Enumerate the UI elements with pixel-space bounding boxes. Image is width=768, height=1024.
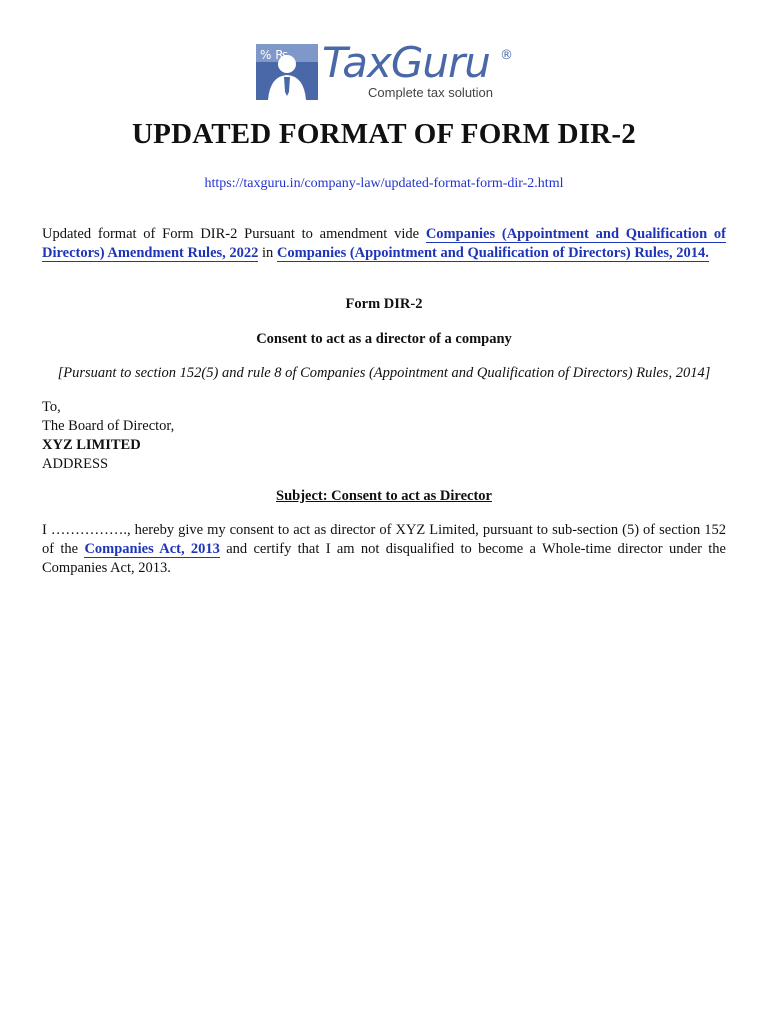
source-url-link[interactable]: https://taxguru.in/company-law/updated-format-form-dir-2.html [204, 176, 564, 191]
rules-2014-link[interactable]: Companies (Appointment and Qualification of Directors) Rules, 2014. [276, 245, 709, 261]
consent-heading: Consent to act as a director of a company [256, 331, 512, 347]
logo-tagline: Complete tax solution [368, 85, 494, 100]
logo-badge-symbols: % ₨ [260, 48, 289, 62]
taxguru-logo[interactable] [256, 38, 518, 102]
intro-text-1: Updated format of Form DIR-2 Pursuant to amendment vide [42, 226, 426, 242]
form-name-heading: Form DIR-2 [345, 296, 423, 312]
address-board: The Board of Director, [42, 418, 175, 434]
logo-badge-icon [256, 44, 318, 100]
intro-paragraph [42, 225, 726, 263]
amendment-rules-link[interactable]: Companies (Appointment and Qualification of Directors) Amendment Rules, 2022 [42, 226, 726, 261]
subject-line: Subject: Consent to act as Director [276, 488, 492, 504]
address-to: To, [42, 399, 61, 415]
document-title: UPDATED FORMAT OF FORM DIR-2 [132, 118, 636, 150]
address-line: ADDRESS [42, 456, 109, 472]
intro-text-2: in [258, 245, 277, 261]
address-company: XYZ LIMITED [42, 437, 141, 453]
body-text-2: and certify that I am not disqualified to become a Whole-time director under the Companies Act, 2013. [42, 541, 726, 576]
registered-mark: ® [500, 48, 513, 63]
companies-act-link[interactable]: Companies Act, 2013 [84, 541, 220, 557]
body-text-1: I ……………., hereby give my consent to act as director of XYZ Limited, pursuant to sub-section (5) of section 152 of the [42, 522, 726, 557]
address-block [42, 398, 174, 474]
logo-wordmark: TaxGuru [322, 38, 490, 87]
consent-body-paragraph [42, 521, 726, 578]
pursuant-line: [Pursuant to section 152(5) and rule 8 of Companies (Appointment and Qualification of Directors) Rules, 2014] [57, 365, 711, 381]
